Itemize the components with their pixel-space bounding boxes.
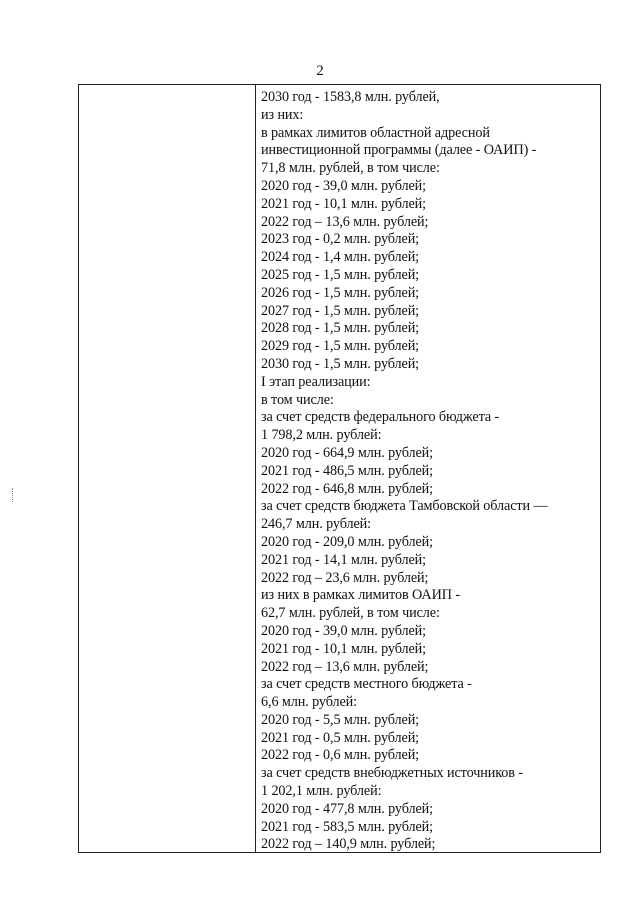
- funding-line: 246,7 млн. рублей:: [261, 516, 372, 533]
- funding-line: 62,7 млн. рублей, в том числе:: [261, 605, 440, 622]
- funding-line: за счет средств местного бюджета -: [261, 676, 472, 693]
- funding-line: из них:: [261, 106, 304, 123]
- funding-line: 2021 год - 10,1 млн. рублей;: [261, 195, 427, 212]
- funding-line: 2021 год - 14,1 млн. рублей;: [261, 551, 427, 568]
- funding-line: 2020 год - 209,0 млн. рублей;: [261, 533, 434, 550]
- funding-line: 2020 год - 5,5 млн. рублей;: [261, 711, 420, 728]
- funding-line: 2022 год - 0,6 млн. рублей;: [261, 747, 420, 764]
- funding-line: 2022 год – 23,6 млн. рублей;: [261, 569, 429, 586]
- funding-line: 2027 год - 1,5 млн. рублей;: [261, 302, 420, 319]
- funding-line: 1 798,2 млн. рублей:: [261, 427, 382, 444]
- funding-line: 2020 год - 39,0 млн. рублей;: [261, 622, 427, 639]
- funding-line: 2024 год - 1,4 млн. рублей;: [261, 249, 420, 266]
- funding-line: 71,8 млн. рублей, в том числе:: [261, 160, 440, 177]
- funding-line: I этап реализации:: [261, 373, 371, 390]
- funding-line: 2022 год - 646,8 млн. рублей;: [261, 480, 434, 497]
- funding-line: в том числе:: [261, 391, 334, 408]
- funding-line: 2020 год - 664,9 млн. рублей;: [261, 444, 434, 461]
- funding-line: за счет средств бюджета Тамбовской области —: [261, 498, 548, 515]
- funding-line: 2025 год - 1,5 млн. рублей;: [261, 266, 420, 283]
- funding-line: 2021 год - 583,5 млн. рублей;: [261, 818, 434, 835]
- table-right-cell: [261, 89, 599, 854]
- funding-line: за счет средств внебюджетных источников -: [261, 765, 523, 782]
- funding-line: 2023 год - 0,2 млн. рублей;: [261, 231, 420, 248]
- funding-line: 2022 год – 13,6 млн. рублей;: [261, 213, 429, 230]
- scan-artifact-mark: [12, 488, 15, 502]
- funding-table: [78, 84, 601, 853]
- page-number: 2: [316, 63, 324, 79]
- funding-line: 2030 год - 1,5 млн. рублей;: [261, 355, 420, 372]
- funding-line: 2020 год - 477,8 млн. рублей;: [261, 800, 434, 817]
- funding-line: в рамках лимитов областной адресной: [261, 124, 490, 141]
- funding-line: из них в рамках лимитов ОАИП -: [261, 587, 460, 604]
- funding-line: 1 202,1 млн. рублей:: [261, 783, 382, 800]
- funding-line: 2022 год – 140,9 млн. рублей;: [261, 836, 436, 853]
- funding-line: за счет средств федерального бюджета -: [261, 409, 500, 426]
- column-divider: [255, 85, 256, 852]
- funding-line: 2028 год - 1,5 млн. рублей;: [261, 320, 420, 337]
- funding-line: 6,6 млн. рублей:: [261, 694, 358, 711]
- funding-line: 2030 год - 1583,8 млн. рублей,: [261, 89, 440, 105]
- funding-line: 2020 год - 39,0 млн. рублей;: [261, 177, 427, 194]
- funding-line: 2029 год - 1,5 млн. рублей;: [261, 338, 420, 355]
- funding-line: 2022 год – 13,6 млн. рублей;: [261, 658, 429, 675]
- funding-line: 2026 год - 1,5 млн. рублей;: [261, 284, 420, 301]
- funding-line: 2021 год - 10,1 млн. рублей;: [261, 640, 427, 657]
- funding-line: 2021 год - 486,5 млн. рублей;: [261, 462, 434, 479]
- funding-line: инвестиционной программы (далее - ОАИП) -: [261, 142, 537, 159]
- funding-line: 2021 год - 0,5 млн. рублей;: [261, 729, 420, 746]
